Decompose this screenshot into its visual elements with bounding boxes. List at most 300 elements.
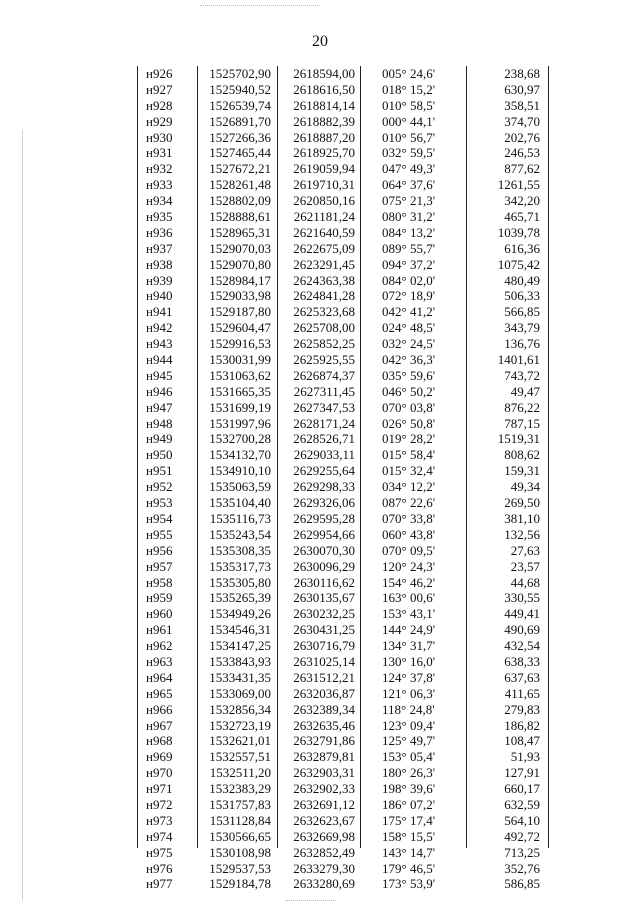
length-cell: 279,83 [504, 701, 540, 717]
table-row [137, 384, 548, 400]
table-body [137, 66, 548, 892]
x-coordinate-cell: 1534910,10 [209, 463, 271, 479]
y-coordinate-cell: 2628171,24 [293, 415, 355, 431]
direction-angle-cell: 198° 39,6' [382, 781, 436, 797]
y-coordinate-cell: 2625708,00 [293, 320, 355, 336]
y-coordinate-cell: 2632669,98 [293, 828, 355, 844]
table-row [137, 718, 548, 734]
table-row [137, 543, 548, 559]
y-coordinate-cell: 2626874,37 [293, 367, 355, 383]
length-cell: 23,57 [510, 558, 540, 574]
point-id-cell: н961 [146, 622, 173, 638]
coordinates-table [137, 66, 548, 892]
point-id-cell: н936 [146, 224, 173, 240]
length-cell: 352,76 [504, 860, 540, 876]
direction-angle-cell: 015° 58,4' [382, 447, 436, 463]
y-coordinate-cell: 2630116,62 [293, 574, 355, 590]
point-id-cell: н941 [146, 304, 173, 320]
x-coordinate-cell: 1535265,39 [209, 590, 271, 606]
point-id-cell: н930 [146, 129, 173, 145]
x-coordinate-cell: 1531757,83 [209, 796, 271, 812]
length-cell: 506,33 [504, 288, 540, 304]
point-id-cell: н928 [146, 97, 173, 113]
x-coordinate-cell: 1529537,53 [209, 860, 271, 876]
direction-angle-cell: 153° 43,1' [382, 606, 436, 622]
length-cell: 342,20 [504, 193, 540, 209]
length-cell: 743,72 [504, 367, 540, 383]
table-row [137, 765, 548, 781]
direction-angle-cell: 010° 56,7' [382, 129, 436, 145]
x-coordinate-cell: 1530566,65 [209, 828, 271, 844]
table-row [137, 98, 548, 114]
direction-angle-cell: 123° 09,4' [382, 717, 436, 733]
x-coordinate-cell: 1528802,09 [209, 193, 271, 209]
y-coordinate-cell: 2632902,33 [293, 781, 355, 797]
direction-angle-cell: 087° 22,6' [382, 495, 436, 511]
x-coordinate-cell: 1535317,73 [209, 558, 271, 574]
length-cell: 616,36 [504, 240, 540, 256]
direction-angle-cell: 024° 48,5' [382, 320, 436, 336]
y-coordinate-cell: 2628526,71 [293, 431, 355, 447]
point-id-cell: н974 [146, 828, 173, 844]
length-cell: 586,85 [504, 876, 540, 892]
y-coordinate-cell: 2633279,30 [293, 860, 355, 876]
direction-angle-cell: 032° 24,5' [382, 336, 436, 352]
point-id-cell: н955 [146, 526, 173, 542]
y-coordinate-cell: 2632791,86 [293, 733, 355, 749]
table-row [137, 606, 548, 622]
length-cell: 238,68 [504, 66, 540, 81]
y-coordinate-cell: 2629954,66 [293, 526, 355, 542]
direction-angle-cell: 064° 37,6' [382, 177, 436, 193]
length-cell: 637,63 [504, 669, 540, 685]
y-coordinate-cell: 2632879,81 [293, 749, 355, 765]
y-coordinate-cell: 2618814,14 [293, 97, 355, 113]
y-coordinate-cell: 2633280,69 [293, 876, 355, 892]
length-cell: 49,47 [510, 383, 540, 399]
direction-angle-cell: 094° 37,2' [382, 256, 436, 272]
length-cell: 343,79 [504, 320, 540, 336]
direction-angle-cell: 130° 16,0' [382, 653, 436, 669]
x-coordinate-cell: 1529070,80 [209, 256, 271, 272]
length-cell: 1075,42 [497, 256, 540, 272]
x-coordinate-cell: 1532383,29 [209, 781, 271, 797]
length-cell: 490,69 [504, 622, 540, 638]
direction-angle-cell: 173° 53,9' [382, 876, 436, 892]
direction-angle-cell: 124° 37,8' [382, 669, 436, 685]
point-id-cell: н954 [146, 510, 173, 526]
length-cell: 630,97 [504, 81, 540, 97]
x-coordinate-cell: 1534147,25 [209, 638, 271, 654]
direction-angle-cell: 000° 44,1' [382, 113, 436, 129]
y-coordinate-cell: 2621640,59 [293, 224, 355, 240]
table-row [137, 876, 548, 892]
table-row [137, 861, 548, 877]
table-row [137, 225, 548, 241]
length-cell: 159,31 [504, 463, 540, 479]
x-coordinate-cell: 1534132,70 [209, 447, 271, 463]
point-id-cell: н932 [146, 161, 173, 177]
table-row [137, 416, 548, 432]
table-row [137, 288, 548, 304]
x-coordinate-cell: 1535305,80 [209, 574, 271, 590]
length-cell: 269,50 [504, 495, 540, 511]
direction-angle-cell: 084° 13,2' [382, 224, 436, 240]
point-id-cell: н957 [146, 558, 173, 574]
point-id-cell: н956 [146, 542, 173, 558]
point-id-cell: н929 [146, 113, 173, 129]
point-id-cell: н973 [146, 812, 173, 828]
table-row [137, 702, 548, 718]
y-coordinate-cell: 2629033,11 [293, 447, 355, 463]
y-coordinate-cell: 2619059,94 [293, 161, 355, 177]
point-id-cell: н966 [146, 701, 173, 717]
y-coordinate-cell: 2620850,16 [293, 193, 355, 209]
table-row [137, 304, 548, 320]
direction-angle-cell: 034° 12,2' [382, 479, 436, 495]
y-coordinate-cell: 2625323,68 [293, 304, 355, 320]
y-coordinate-cell: 2629255,64 [293, 463, 355, 479]
table-row [137, 733, 548, 749]
x-coordinate-cell: 1529070,03 [209, 240, 271, 256]
x-coordinate-cell: 1531128,84 [209, 812, 271, 828]
point-id-cell: н934 [146, 193, 173, 209]
direction-angle-cell: 042° 41,2' [382, 304, 436, 320]
y-coordinate-cell: 2630135,67 [293, 590, 355, 606]
length-cell: 186,82 [504, 717, 540, 733]
point-id-cell: н943 [146, 336, 173, 352]
x-coordinate-cell: 1534546,31 [209, 622, 271, 638]
length-cell: 632,59 [504, 796, 540, 812]
direction-angle-cell: 010° 58,5' [382, 97, 436, 113]
direction-angle-cell: 163° 00,6' [382, 590, 436, 606]
table-row [137, 638, 548, 654]
x-coordinate-cell: 1528984,17 [209, 272, 271, 288]
length-cell: 136,76 [504, 336, 540, 352]
x-coordinate-cell: 1530108,98 [209, 844, 271, 860]
x-coordinate-cell: 1525702,90 [209, 66, 271, 81]
direction-angle-cell: 143° 14,7' [382, 844, 436, 860]
table-row [137, 400, 548, 416]
table-row [137, 797, 548, 813]
direction-angle-cell: 072° 18,9' [382, 288, 436, 304]
x-coordinate-cell: 1527672,21 [209, 161, 271, 177]
point-id-cell: н937 [146, 240, 173, 256]
x-coordinate-cell: 1531665,35 [209, 383, 271, 399]
y-coordinate-cell: 2624841,28 [293, 288, 355, 304]
length-cell: 330,55 [504, 590, 540, 606]
x-coordinate-cell: 1535116,73 [209, 510, 271, 526]
left-margin-line [22, 130, 23, 900]
direction-angle-cell: 018° 15,2' [382, 81, 436, 97]
x-coordinate-cell: 1535063,59 [209, 479, 271, 495]
y-coordinate-cell: 2619710,31 [293, 177, 355, 193]
y-coordinate-cell: 2630431,25 [293, 622, 355, 638]
point-id-cell: н971 [146, 781, 173, 797]
x-coordinate-cell: 1527465,44 [209, 145, 271, 161]
point-id-cell: н931 [146, 145, 173, 161]
direction-angle-cell: 005° 24,6' [382, 66, 436, 81]
point-id-cell: н946 [146, 383, 173, 399]
y-coordinate-cell: 2618882,39 [293, 113, 355, 129]
table-row [137, 257, 548, 273]
length-cell: 566,85 [504, 304, 540, 320]
x-coordinate-cell: 1531063,62 [209, 367, 271, 383]
table-row [137, 479, 548, 495]
x-coordinate-cell: 1532723,19 [209, 717, 271, 733]
point-id-cell: н950 [146, 447, 173, 463]
length-cell: 51,93 [510, 749, 540, 765]
direction-angle-cell: 134° 31,7' [382, 638, 436, 654]
table-row [137, 686, 548, 702]
x-coordinate-cell: 1527266,36 [209, 129, 271, 145]
direction-angle-cell: 180° 26,3' [382, 765, 436, 781]
table-border-right [548, 66, 549, 848]
x-coordinate-cell: 1530031,99 [209, 352, 271, 368]
x-coordinate-cell: 1525940,52 [209, 81, 271, 97]
length-cell: 358,51 [504, 97, 540, 113]
direction-angle-cell: 070° 03,8' [382, 399, 436, 415]
table-row [137, 82, 548, 98]
point-id-cell: н960 [146, 606, 173, 622]
length-cell: 1401,61 [497, 352, 540, 368]
point-id-cell: н959 [146, 590, 173, 606]
length-cell: 202,76 [504, 129, 540, 145]
table-row [137, 781, 548, 797]
length-cell: 246,53 [504, 145, 540, 161]
length-cell: 374,70 [504, 113, 540, 129]
x-coordinate-cell: 1535104,40 [209, 495, 271, 511]
y-coordinate-cell: 2618616,50 [293, 81, 355, 97]
x-coordinate-cell: 1531699,19 [209, 399, 271, 415]
x-coordinate-cell: 1532621,01 [209, 733, 271, 749]
table-row [137, 145, 548, 161]
direction-angle-cell: 158° 15,5' [382, 828, 436, 844]
y-coordinate-cell: 2632903,31 [293, 765, 355, 781]
direction-angle-cell: 186° 07,2' [382, 796, 436, 812]
direction-angle-cell: 035° 59,6' [382, 367, 436, 383]
table-row [137, 527, 548, 543]
length-cell: 132,56 [504, 526, 540, 542]
table-row [137, 209, 548, 225]
y-coordinate-cell: 2632389,34 [293, 701, 355, 717]
table-row [137, 66, 548, 82]
length-cell: 808,62 [504, 447, 540, 463]
x-coordinate-cell: 1528965,31 [209, 224, 271, 240]
point-id-cell: н968 [146, 733, 173, 749]
point-id-cell: н976 [146, 860, 173, 876]
length-cell: 449,41 [504, 606, 540, 622]
direction-angle-cell: 120° 24,3' [382, 558, 436, 574]
top-divider [200, 5, 320, 6]
x-coordinate-cell: 1532511,20 [209, 765, 271, 781]
length-cell: 465,71 [504, 209, 540, 225]
y-coordinate-cell: 2621181,24 [293, 209, 355, 225]
x-coordinate-cell: 1526539,74 [209, 97, 271, 113]
direction-angle-cell: 179° 46,5' [382, 860, 436, 876]
x-coordinate-cell: 1535308,35 [209, 542, 271, 558]
direction-angle-cell: 084° 02,0' [382, 272, 436, 288]
x-coordinate-cell: 1529604,47 [209, 320, 271, 336]
y-coordinate-cell: 2630232,25 [293, 606, 355, 622]
point-id-cell: н935 [146, 209, 173, 225]
x-coordinate-cell: 1526891,70 [209, 113, 271, 129]
table-row [137, 845, 548, 861]
length-cell: 877,62 [504, 161, 540, 177]
direction-angle-cell: 153° 05,4' [382, 749, 436, 765]
point-id-cell: н962 [146, 638, 173, 654]
length-cell: 411,65 [504, 685, 540, 701]
table-row [137, 193, 548, 209]
point-id-cell: н945 [146, 367, 173, 383]
direction-angle-cell: 042° 36,3' [382, 352, 436, 368]
table-row [137, 447, 548, 463]
y-coordinate-cell: 2627311,45 [293, 383, 355, 399]
point-id-cell: н951 [146, 463, 173, 479]
y-coordinate-cell: 2630096,29 [293, 558, 355, 574]
table-row [137, 368, 548, 384]
table-row [137, 670, 548, 686]
y-coordinate-cell: 2622675,09 [293, 240, 355, 256]
length-cell: 638,33 [504, 653, 540, 669]
table-row [137, 463, 548, 479]
length-cell: 1519,31 [497, 431, 540, 447]
direction-angle-cell: 046° 50,2' [382, 383, 436, 399]
direction-angle-cell: 089° 55,7' [382, 240, 436, 256]
x-coordinate-cell: 1528261,48 [209, 177, 271, 193]
x-coordinate-cell: 1532700,28 [209, 431, 271, 447]
point-id-cell: н927 [146, 81, 173, 97]
direction-angle-cell: 060° 43,8' [382, 526, 436, 542]
y-coordinate-cell: 2632036,87 [293, 685, 355, 701]
direction-angle-cell: 070° 33,8' [382, 510, 436, 526]
y-coordinate-cell: 2631512,21 [293, 669, 355, 685]
point-id-cell: н948 [146, 415, 173, 431]
direction-angle-cell: 032° 59,5' [382, 145, 436, 161]
table-row [137, 622, 548, 638]
y-coordinate-cell: 2632623,67 [293, 812, 355, 828]
table-row [137, 352, 548, 368]
point-id-cell: н949 [146, 431, 173, 447]
table-row [137, 575, 548, 591]
length-cell: 713,25 [504, 844, 540, 860]
length-cell: 381,10 [504, 510, 540, 526]
table-row [137, 273, 548, 289]
y-coordinate-cell: 2624363,38 [293, 272, 355, 288]
point-id-cell: н938 [146, 256, 173, 272]
length-cell: 1039,78 [497, 224, 540, 240]
x-coordinate-cell: 1529184,78 [209, 876, 271, 892]
point-id-cell: н963 [146, 653, 173, 669]
table-row [137, 813, 548, 829]
table-row [137, 431, 548, 447]
y-coordinate-cell: 2632852,49 [293, 844, 355, 860]
y-coordinate-cell: 2629298,33 [293, 479, 355, 495]
y-coordinate-cell: 2632635,46 [293, 717, 355, 733]
direction-angle-cell: 144° 24,9' [382, 622, 436, 638]
point-id-cell: н952 [146, 479, 173, 495]
table-row [137, 495, 548, 511]
x-coordinate-cell: 1529033,98 [209, 288, 271, 304]
y-coordinate-cell: 2630070,30 [293, 542, 355, 558]
table-row [137, 161, 548, 177]
point-id-cell: н933 [146, 177, 173, 193]
length-cell: 787,15 [504, 415, 540, 431]
table-row [137, 654, 548, 670]
point-id-cell: н940 [146, 288, 173, 304]
point-id-cell: н944 [146, 352, 173, 368]
point-id-cell: н942 [146, 320, 173, 336]
table-row [137, 241, 548, 257]
x-coordinate-cell: 1529187,80 [209, 304, 271, 320]
length-cell: 1261,55 [497, 177, 540, 193]
length-cell: 876,22 [504, 399, 540, 415]
direction-angle-cell: 175° 17,4' [382, 812, 436, 828]
y-coordinate-cell: 2629595,28 [293, 510, 355, 526]
length-cell: 49,34 [510, 479, 540, 495]
x-coordinate-cell: 1532557,51 [209, 749, 271, 765]
y-coordinate-cell: 2623291,45 [293, 256, 355, 272]
direction-angle-cell: 075° 21,3' [382, 193, 436, 209]
y-coordinate-cell: 2631025,14 [293, 653, 355, 669]
length-cell: 108,47 [504, 733, 540, 749]
point-id-cell: н970 [146, 765, 173, 781]
x-coordinate-cell: 1528888,61 [209, 209, 271, 225]
direction-angle-cell: 118° 24,8' [382, 701, 435, 717]
y-coordinate-cell: 2625925,55 [293, 352, 355, 368]
table-row [137, 336, 548, 352]
point-id-cell: н953 [146, 495, 173, 511]
table-row [137, 829, 548, 845]
y-coordinate-cell: 2618925,70 [293, 145, 355, 161]
bottom-divider [286, 900, 336, 901]
x-coordinate-cell: 1534949,26 [209, 606, 271, 622]
point-id-cell: н947 [146, 399, 173, 415]
x-coordinate-cell: 1529916,53 [209, 336, 271, 352]
direction-angle-cell: 026° 50,8' [382, 415, 436, 431]
length-cell: 127,91 [504, 765, 540, 781]
x-coordinate-cell: 1531997,96 [209, 415, 271, 431]
point-id-cell: н967 [146, 717, 173, 733]
point-id-cell: н977 [146, 876, 173, 892]
direction-angle-cell: 019° 28,2' [382, 431, 436, 447]
point-id-cell: н939 [146, 272, 173, 288]
direction-angle-cell: 070° 09,5' [382, 542, 436, 558]
y-coordinate-cell: 2625852,25 [293, 336, 355, 352]
table-row [137, 590, 548, 606]
y-coordinate-cell: 2618887,20 [293, 129, 355, 145]
table-row [137, 559, 548, 575]
point-id-cell: н964 [146, 669, 173, 685]
direction-angle-cell: 154° 46,2' [382, 574, 436, 590]
table-row [137, 177, 548, 193]
page-number: 20 [312, 33, 328, 50]
direction-angle-cell: 121° 06,3' [382, 685, 436, 701]
direction-angle-cell: 125° 49,7' [382, 733, 436, 749]
point-id-cell: н969 [146, 749, 173, 765]
point-id-cell: н958 [146, 574, 173, 590]
point-id-cell: н975 [146, 844, 173, 860]
y-coordinate-cell: 2632691,12 [293, 796, 355, 812]
table-row [137, 511, 548, 527]
x-coordinate-cell: 1532856,34 [209, 701, 271, 717]
table-row [137, 114, 548, 130]
length-cell: 432,54 [504, 638, 540, 654]
point-id-cell: н926 [146, 66, 173, 81]
length-cell: 660,17 [504, 781, 540, 797]
direction-angle-cell: 080° 31,2' [382, 209, 436, 225]
y-coordinate-cell: 2629326,06 [293, 495, 355, 511]
